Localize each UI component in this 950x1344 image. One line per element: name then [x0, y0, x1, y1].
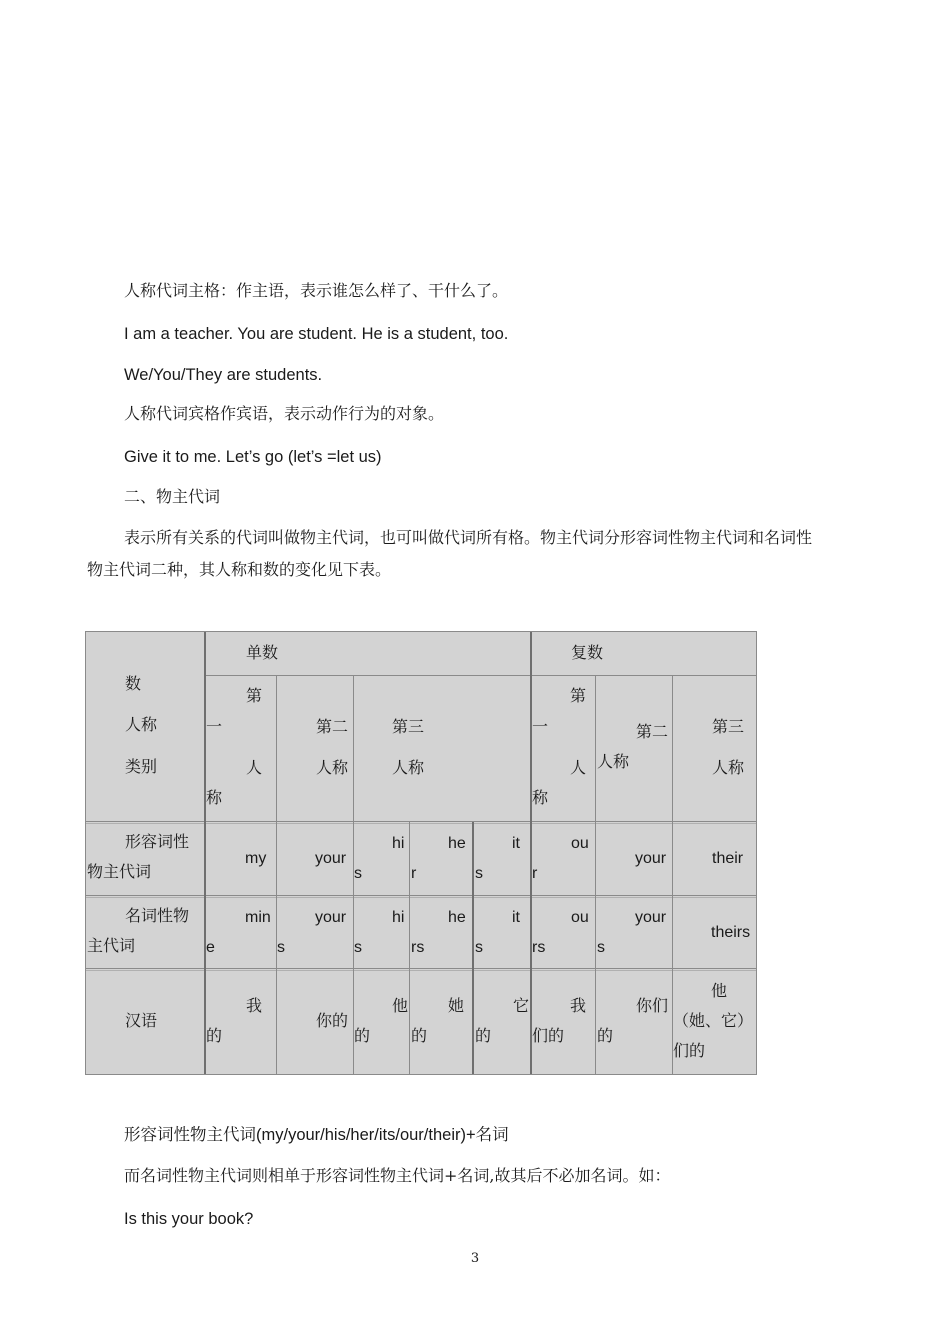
header-pl-first: 一 [532, 717, 549, 736]
example-sentence-3: Give it to me. Let’s go (let’s =let us) [124, 448, 382, 466]
cell-its-noun: it [512, 909, 520, 926]
table-rule [409, 822, 410, 1074]
cell-cn-nimen: 的 [597, 1026, 614, 1045]
header-sg-first: 称 [206, 788, 223, 807]
cell-cn-nide: 你的 [316, 1011, 349, 1030]
header-sg-first: 一 [206, 717, 223, 736]
table-rule [595, 676, 596, 1074]
row-label-noun: 名词性物 [125, 906, 190, 925]
cell-yours: your [315, 909, 347, 926]
paragraph-noun-rule: 而名词性物主代词则相单于形容词性物主代词+名词,故其后不必加名词。如： [124, 1166, 671, 1185]
cell-your: your [315, 850, 347, 867]
cell-its: it [512, 835, 520, 852]
cell-mine: min [245, 909, 271, 926]
table-rule [86, 895, 756, 896]
row-label-adjective: 形容词性 [125, 832, 190, 851]
cell-his-noun: hi [392, 909, 405, 926]
cell-cn-wode: 的 [206, 1026, 223, 1045]
cell-our: r [532, 865, 538, 882]
cell-her: r [411, 865, 417, 882]
header-pl-third: 第三 [712, 717, 745, 736]
row-label-adjective: 物主代词 [87, 862, 152, 881]
paragraph-adjective-rule: 形容词性物主代词(my/your/his/her/its/our/their)+名词 [124, 1126, 509, 1144]
header-pl-first: 第 [570, 686, 587, 705]
cell-cn-wode: 我 [246, 996, 263, 1015]
table-rule [204, 632, 206, 1074]
cell-ours: rs [532, 939, 546, 956]
cell-our: ou [571, 835, 589, 852]
cell-his: s [354, 865, 362, 882]
section-heading: 二、物主代词 [124, 487, 221, 506]
cell-cn-women: 我 [570, 996, 587, 1015]
example-sentence-1: I am a teacher. You are student. He is a student, too. [124, 325, 509, 343]
table-rule [205, 675, 756, 676]
table-rule [86, 897, 756, 898]
corner-label-category: 类别 [125, 757, 158, 776]
cell-my: my [245, 850, 267, 867]
cell-its: s [475, 865, 483, 882]
header-sg-first: 人 [246, 758, 263, 777]
cell-cn-tamen: 他 [711, 981, 728, 1000]
cell-hers: rs [411, 939, 425, 956]
header-sg-second: 第二 [316, 717, 349, 736]
header-pl-first: 称 [532, 788, 549, 807]
cell-cn-ta-her: 的 [411, 1026, 428, 1045]
cell-cn-tamen: 们的 [673, 1041, 706, 1060]
cell-cn-women: 们的 [532, 1026, 565, 1045]
header-sg-third: 人称 [392, 758, 425, 777]
table-rule [530, 632, 532, 1074]
paragraph-nominative: 人称代词主格：作主语，表示谁怎么样了、干什么了。 [124, 281, 509, 300]
example-sentence-2: We/You/They are students. [124, 366, 323, 384]
table-rule [86, 823, 756, 824]
cell-cn-tamen: （她、它） [673, 1011, 754, 1030]
cell-your-plural: your [635, 850, 667, 867]
cell-cn-ta-its: 的 [475, 1026, 492, 1045]
row-label-noun: 主代词 [87, 936, 136, 955]
cell-her: he [448, 835, 466, 852]
header-sg-first: 第 [246, 686, 263, 705]
cell-ours: ou [571, 909, 589, 926]
header-pl-third: 人称 [712, 758, 745, 777]
cell-hers: he [448, 909, 466, 926]
header-singular: 单数 [246, 643, 279, 662]
header-pl-second: 第二 [636, 722, 669, 741]
cell-yours: s [277, 939, 285, 956]
header-sg-third: 第三 [392, 717, 425, 736]
header-plural: 复数 [571, 643, 604, 662]
corner-label-person: 人称 [125, 715, 158, 734]
cell-yours-plural: s [597, 939, 605, 956]
page-number: 3 [470, 1251, 480, 1266]
cell-cn-nimen: 你们 [636, 996, 669, 1015]
cell-his-noun: s [354, 939, 362, 956]
cell-its-noun: s [475, 939, 483, 956]
example-sentence-4: Is this your book? [124, 1210, 254, 1228]
corner-label-number: 数 [125, 674, 142, 693]
cell-cn-ta-her: 她 [448, 996, 465, 1015]
cell-cn-tade: 他 [392, 996, 409, 1015]
paragraph-possessive-line2: 物主代词二种，其人称和数的变化见下表。 [87, 560, 392, 579]
table-rule [472, 822, 474, 1074]
cell-cn-ta-its: 它 [513, 996, 530, 1015]
cell-cn-tade: 的 [354, 1026, 371, 1045]
cell-his: hi [392, 835, 405, 852]
paragraph-objective: 人称代词宾格作宾语，表示动作行为的对象。 [124, 404, 445, 423]
row-label-chinese: 汉语 [125, 1011, 158, 1030]
cell-theirs: theirs [711, 924, 751, 941]
cell-yours-plural: your [635, 909, 667, 926]
header-sg-second: 人称 [316, 758, 349, 777]
header-pl-second: 人称 [597, 752, 630, 771]
table-rule [86, 968, 756, 969]
table-rule [86, 970, 756, 971]
header-pl-first: 人 [570, 758, 587, 777]
cell-their: their [712, 850, 744, 867]
paragraph-possessive-line1: 表示所有关系的代词叫做物主代词，也可叫做代词所有格。物主代词分形容词性物主代词和名词性 [124, 528, 813, 547]
table-rule [86, 821, 756, 822]
table-rule [276, 676, 277, 1074]
cell-mine: e [206, 939, 215, 956]
